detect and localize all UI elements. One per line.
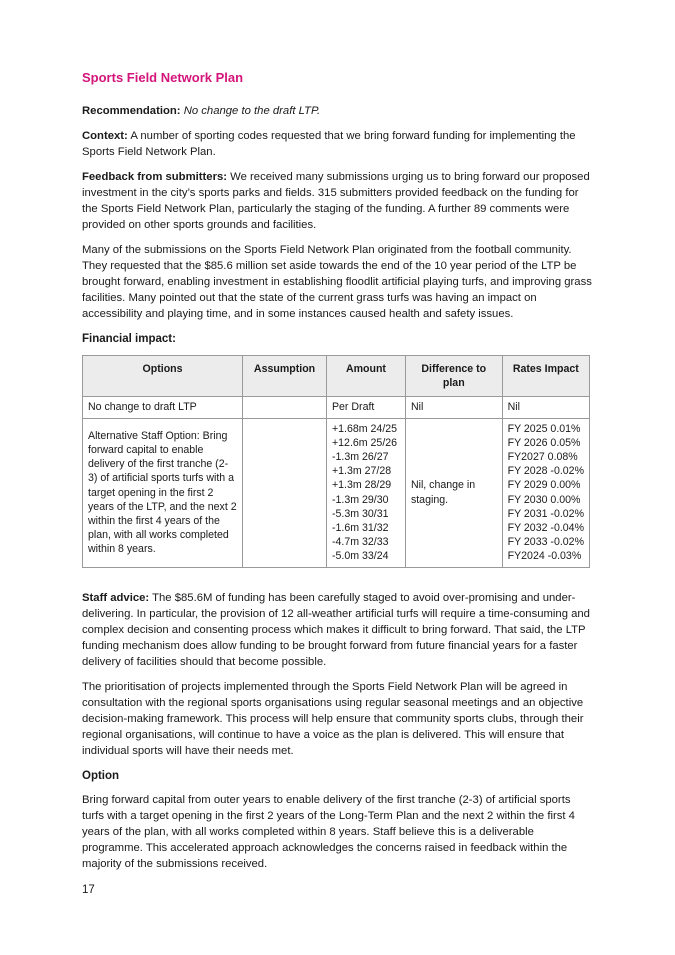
amount-line: +1.3m 27/28 xyxy=(331,465,392,478)
row1-difference: Nil xyxy=(405,397,502,418)
header-assumption: Assumption xyxy=(243,356,327,397)
amount-line: -5.0m 33/24 xyxy=(331,550,389,563)
row2-assumption xyxy=(243,418,327,567)
header-rates-impact: Rates Impact xyxy=(502,356,589,397)
row2-options: Alternative Staff Option: Bring forward capital to enable delivery of the first tranche (2-3) of artificial sports turfs with a target opening in the first 2 years of the LTP, and the next 2 within the first 4 years of the plan, with all works completed within 8 years. xyxy=(83,418,243,567)
amount-line: -1.6m 31/32 xyxy=(331,522,389,535)
rates-line: FY2027 0.08% xyxy=(507,451,578,464)
table-row xyxy=(83,397,590,418)
amount-line: +1.68m 24/25 xyxy=(331,422,398,435)
rates-line: FY 2033 -0.02% xyxy=(507,536,584,549)
staff-advice-text: The $85.6M of funding has been carefully staged to avoid over-promising and under-delivering. In particular, the provision of 12 all-weather artificial turfs will require a time-consuming and complex decision and consenting process which makes it difficult to bring forward. That said, the LTP funding mechanism does allow funding to be brought forward from future financial years for a faster delivery of facilities should that become possible. xyxy=(82,591,590,668)
context-label: Context: xyxy=(82,130,128,142)
feedback-label: Feedback from submitters: xyxy=(82,171,228,183)
context-paragraph xyxy=(82,128,592,160)
amount-line: -5.3m 30/31 xyxy=(331,507,389,520)
row1-options: No change to draft LTP xyxy=(83,397,243,418)
document-page xyxy=(82,70,592,881)
header-difference: Difference to plan xyxy=(405,356,502,397)
rates-line: FY 2028 -0.02% xyxy=(507,465,584,478)
amount-line: -4.7m 32/33 xyxy=(331,536,389,549)
financial-impact-table xyxy=(82,355,590,568)
recommendation-paragraph xyxy=(82,103,592,119)
row1-rates: Nil xyxy=(502,397,589,418)
staff-advice-paragraph xyxy=(82,590,592,670)
recommendation-text: No change to the draft LTP. xyxy=(183,105,321,117)
page-number: 17 xyxy=(82,884,95,896)
rates-line: FY 2031 -0.02% xyxy=(507,507,584,520)
staff-advice-label: Staff advice: xyxy=(82,591,150,604)
row2-rates xyxy=(502,418,589,567)
football-paragraph: Many of the submissions on the Sports Field Network Plan originated from the football community. They requested that the $85.6 million set aside towards the end of the 10 year period of the LTP be brought forward, enabling investment in establishing floodlit artificial playing turfs, and improving grass facilities. Many pointed out that the state of the current grass turfs was having an impact on accessibility and playing time, and in some instances caused health and safety issues. xyxy=(82,244,592,320)
financial-impact-heading: Financial impact: xyxy=(82,333,176,345)
row2-amounts xyxy=(326,418,405,567)
amount-line: -1.3m 26/27 xyxy=(331,451,389,464)
recommendation-label: Recommendation: xyxy=(82,105,181,117)
rates-line: FY2024 -0.03% xyxy=(507,550,582,563)
amount-line: +12.6m 25/26 xyxy=(331,436,398,449)
amount-line: +1.3m 28/29 xyxy=(331,479,392,492)
amount-line: -1.3m 29/30 xyxy=(331,493,389,506)
row1-amount: Per Draft xyxy=(326,397,405,418)
feedback-paragraph xyxy=(82,169,592,233)
rates-line: FY 2032 -0.04% xyxy=(507,522,584,535)
rates-line: FY 2026 0.05% xyxy=(507,436,581,449)
rates-line: FY 2029 0.00% xyxy=(507,479,581,492)
prioritisation-paragraph: The prioritisation of projects implemented through the Sports Field Network Plan will be agreed in consultation with the regional sports organisations using regular seasonal meetings and an objective decision-making framework. This process will help ensure that community sports clubs, through their regional organisations, will continue to have a voice as the plan is delivered. This will ensure that individual sports will have their needs met. xyxy=(82,680,584,757)
option-paragraph: Bring forward capital from outer years to enable delivery of the first tranche (2-3) of artificial sports turfs with a target opening in the first 2 years of the Long-Term Plan and the next 2 within the first 4 years of the plan, with all works completed within 8 years. Staff believe this is a deliverable programme. This accelerated approach acknowledges the concerns raised in feedback within the majority of the submissions received. xyxy=(82,793,575,870)
table-header-row xyxy=(83,356,590,397)
feedback-text: We received many submissions urging us to bring forward our proposed investment in the city’s sports parks and fields. 315 submitters provided feedback on the funding for the Sports Field Network Plan, particularly the staging of the funding. A further 89 comments were provided on other sports grounds and facilities. xyxy=(82,171,590,231)
row1-assumption xyxy=(243,397,327,418)
rates-line: FY 2030 0.00% xyxy=(507,493,581,506)
rates-line: FY 2025 0.01% xyxy=(507,422,581,435)
header-options: Options xyxy=(83,356,243,397)
row2-difference: Nil, change in staging. xyxy=(405,418,502,567)
header-amount: Amount xyxy=(326,356,405,397)
section-title: Sports Field Network Plan xyxy=(82,70,244,85)
context-text: A number of sporting codes requested that we bring forward funding for implementing the Sports Field Network Plan. xyxy=(82,130,576,158)
option-heading: Option xyxy=(82,769,120,782)
table-row xyxy=(83,418,590,567)
